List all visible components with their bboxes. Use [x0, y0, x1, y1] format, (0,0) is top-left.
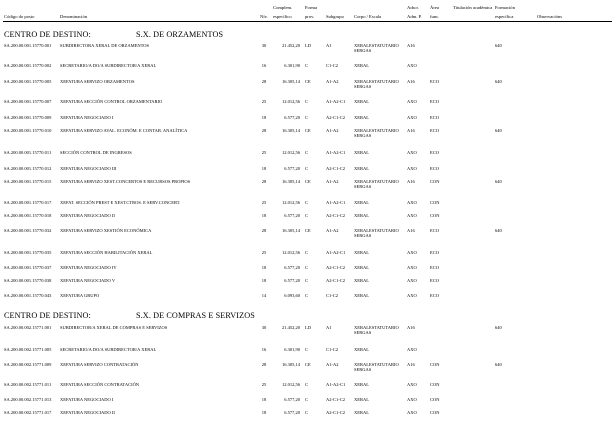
cell-codigo: SA.200.00.001.15770.002	[4, 63, 52, 68]
table-row	[0, 166, 615, 176]
cell-complemento: 12.012,56	[282, 150, 300, 155]
cell-codigo: SA.200.00.002.15771.011	[4, 382, 52, 387]
cell-nivel: 18	[261, 166, 267, 171]
cell-area: ECO	[430, 115, 439, 120]
cell-nivel: 28	[261, 79, 267, 84]
cell-adscripcion: AXO	[407, 150, 417, 155]
header-formacion-1: Formación	[495, 5, 515, 10]
cell-complemento: 16.305,14	[282, 228, 300, 233]
cell-adscripcion: AXO	[407, 250, 417, 255]
cell-complemento: 6.301,90	[284, 63, 300, 68]
cell-area: ECO	[430, 79, 439, 84]
header-denominacion: Denominación	[60, 14, 88, 19]
cell-denominacion: SUBDIRECTORA XERAL DE ORZAMENTOS	[60, 43, 150, 48]
cell-corpo: XERAL	[354, 150, 369, 155]
cell-forma: C	[305, 166, 309, 171]
cell-area: CON	[430, 200, 440, 205]
cell-formacion: 640	[495, 43, 502, 48]
cell-codigo: SA.200.00.001.15770.037	[4, 265, 52, 270]
cell-corpo: XERAL	[354, 347, 369, 352]
cell-denominacion: XEFATURA NEGOCIADO I	[60, 397, 114, 402]
cell-denominacion: XEFATURA SERVIZO CONTRATACIÓN	[60, 362, 139, 367]
cell-codigo: SA.200.00.001.15770.017	[4, 200, 52, 205]
cell-area: ECO	[430, 228, 439, 233]
cell-nivel: 18	[261, 410, 267, 415]
cell-codigo: SA.200.00.001.15770.015	[4, 179, 52, 184]
cell-nivel: 18	[261, 265, 267, 270]
cell-nivel: 25	[261, 99, 267, 104]
cell-nivel: 28	[261, 179, 267, 184]
cell-forma: CE	[305, 128, 311, 133]
cell-corpo: XERAL	[354, 213, 369, 218]
cell-nivel: 18	[261, 278, 267, 283]
cell-codigo: SA.200.00.001.15770.035	[4, 250, 52, 255]
cell-adscripcion: A16	[407, 128, 415, 133]
header-titulacion: Titulación académica	[453, 5, 493, 10]
cell-forma: C	[305, 347, 309, 352]
cell-subgrupo: A2-C1-C2	[326, 115, 345, 120]
cell-forma: CE	[305, 362, 311, 367]
cell-corpo: XERAL	[354, 115, 369, 120]
cell-forma: C	[305, 115, 309, 120]
cell-subgrupo: A1	[326, 43, 332, 48]
cell-subgrupo: A2-C1-C2	[326, 397, 345, 402]
cell-forma: C	[305, 410, 309, 415]
header-corpo: Corpo / Escala	[354, 14, 382, 19]
cell-complemento: 6.577,20	[284, 278, 300, 283]
cell-complemento: 6.577,20	[284, 397, 300, 402]
cell-forma: C	[305, 63, 309, 68]
cell-adscripcion: AXO	[407, 293, 417, 298]
cell-nivel: 25	[261, 250, 267, 255]
section-name: S.X. DE COMPRAS E SERVIZOS	[136, 311, 255, 320]
cell-area: CON	[430, 397, 440, 402]
cell-forma: C	[305, 265, 309, 270]
cell-forma: C	[305, 213, 309, 218]
cell-subgrupo: C1-C2	[326, 347, 339, 352]
cell-subgrupo: A1-A2-C1	[326, 250, 346, 255]
cell-corpo: XERALESTATUTARIO SERGAS	[354, 128, 399, 139]
cell-forma: C	[305, 293, 309, 298]
cell-adscripcion: A16	[407, 43, 415, 48]
cell-nivel: 25	[261, 382, 267, 387]
cell-denominacion: XEFATURA SECCIÓN HABILITACIÓN XERAL	[60, 250, 153, 255]
cell-subgrupo: A1	[326, 325, 332, 330]
cell-adscripcion: A16	[407, 179, 415, 184]
cell-adscripcion: AXO	[407, 410, 417, 415]
cell-forma: C	[305, 278, 309, 283]
cell-corpo: XERALESTATUTARIO SERGAS	[354, 228, 399, 239]
header-rule	[3, 21, 612, 22]
table-row	[0, 99, 615, 109]
cell-codigo: SA.200.00.001.15770.038	[4, 278, 52, 283]
cell-corpo: XERAL	[354, 200, 369, 205]
table-row	[0, 362, 615, 372]
cell-nivel: 25	[261, 200, 267, 205]
cell-formacion: 640	[495, 179, 502, 184]
cell-denominacion: XEFATURA SECCIÓN CONTROL ORZAMENTARIO	[60, 99, 163, 104]
cell-corpo: XERAL	[354, 293, 369, 298]
cell-forma: CE	[305, 179, 311, 184]
cell-nivel: 18	[261, 213, 267, 218]
cell-area: ECO	[430, 150, 439, 155]
section-name: S.X. DE ORZAMENTOS	[136, 30, 224, 39]
cell-complemento: 6.577,20	[284, 115, 300, 120]
section-label: CENTRO DE DESTINO:	[4, 30, 91, 39]
cell-codigo: SA.200.00.002.15771.013	[4, 397, 52, 402]
table-row	[0, 150, 615, 160]
header-adscr-1: Adscr.	[407, 5, 419, 10]
cell-nivel: 28	[261, 228, 267, 233]
cell-denominacion: SECRETARIO/A DO/A SUBDIRECTOR/A XERAL	[60, 347, 157, 352]
table-row	[0, 265, 615, 275]
cell-subgrupo: A2-C1-C2	[326, 166, 345, 171]
cell-nivel: 16	[261, 63, 267, 68]
cell-codigo: SA.200.00.001.15770.009	[4, 115, 52, 120]
cell-subgrupo: A1-A2	[326, 79, 339, 84]
cell-area: ECO	[430, 293, 439, 298]
cell-denominacion: XEFATURA NEGOCIADO V	[60, 278, 116, 283]
cell-complemento: 16.305,14	[282, 362, 300, 367]
cell-complemento: 21.452,20	[282, 325, 300, 330]
cell-complemento: 6.093,60	[284, 293, 300, 298]
cell-complemento: 12.012,56	[282, 200, 300, 205]
cell-complemento: 12.012,56	[282, 382, 300, 387]
cell-nivel: 30	[261, 325, 267, 330]
cell-forma: LD	[305, 43, 311, 48]
cell-complemento: 21.452,20	[282, 43, 300, 48]
cell-subgrupo: A1-A2-C1	[326, 200, 346, 205]
cell-area: ECO	[430, 278, 439, 283]
cell-adscripcion: AXO	[407, 278, 417, 283]
cell-formacion: 640	[495, 128, 502, 133]
cell-corpo: XERALESTATUTARIO SERGAS	[354, 79, 399, 90]
cell-forma: CE	[305, 79, 311, 84]
cell-codigo: SA.200.00.001.15770.043	[4, 293, 52, 298]
cell-codigo: SA.200.00.001.15770.010	[4, 128, 52, 133]
cell-adscripcion: AXO	[407, 166, 417, 171]
table-row	[0, 382, 615, 392]
cell-subgrupo: A2-C1-C2	[326, 278, 345, 283]
cell-formacion: 640	[495, 228, 502, 233]
cell-corpo: XERAL	[354, 410, 369, 415]
cell-codigo: SA.200.00.001.15770.018	[4, 213, 52, 218]
table-row	[0, 278, 615, 288]
cell-area: ECO	[430, 99, 439, 104]
cell-denominacion: XEFATURA SERVIZO XESTIÓN ECONÓMICA	[60, 228, 152, 233]
cell-denominacion: SECRETARIO/A DO/A SUBDIRECTOR/A XERAL	[60, 63, 157, 68]
cell-corpo: XERAL	[354, 278, 369, 283]
cell-corpo: XERALESTATUTARIO SERGAS	[354, 43, 399, 54]
cell-corpo: XERAL	[354, 265, 369, 270]
table-row	[0, 63, 615, 73]
cell-adscripcion: AXO	[407, 397, 417, 402]
cell-denominacion: XEFATURA NEGOCIADO I	[60, 115, 114, 120]
cell-complemento: 6.577,20	[284, 410, 300, 415]
cell-nivel: 16	[261, 347, 267, 352]
header-forma-2: prov.	[305, 14, 315, 19]
table-row	[0, 179, 615, 189]
table-row	[0, 79, 615, 89]
cell-forma: CE	[305, 228, 311, 233]
cell-area: CON	[430, 213, 440, 218]
table-row	[0, 347, 615, 357]
cell-codigo: SA.200.00.001.15770.011	[4, 150, 52, 155]
cell-codigo: SA.200.00.002.15771.001	[4, 325, 52, 330]
table-row	[0, 250, 615, 260]
cell-forma: C	[305, 397, 309, 402]
cell-codigo: SA.200.00.001.15770.032	[4, 228, 52, 233]
cell-area: CON	[430, 382, 440, 387]
cell-forma: C	[305, 200, 309, 205]
cell-adscripcion: A16	[407, 79, 415, 84]
cell-subgrupo: A1-A2-C1	[326, 150, 346, 155]
header-area-2: func.	[430, 14, 440, 19]
cell-subgrupo: A1-A2-C1	[326, 99, 346, 104]
cell-formacion: 640	[495, 325, 502, 330]
header-nivel: Nív.	[260, 14, 268, 19]
cell-complemento: 6.577,20	[284, 213, 300, 218]
cell-denominacion: SECCIÓN CONTROL DE INGRESOS	[60, 150, 132, 155]
cell-codigo: SA.200.00.001.15770.007	[4, 99, 52, 104]
cell-adscripcion: AXO	[407, 347, 417, 352]
cell-subgrupo: C1-C2	[326, 63, 339, 68]
cell-adscripcion: AXO	[407, 115, 417, 120]
cell-denominacion: XEFATURA SECCIÓN CONTRATACIÓN	[60, 382, 140, 387]
section-label: CENTRO DE DESTINO:	[4, 311, 91, 320]
cell-subgrupo: A1-A2	[326, 128, 339, 133]
cell-codigo: SA.200.00.002.15771.009	[4, 362, 52, 367]
cell-denominacion: SUBDIRECTOR/A XERAL DE COMPRAS E SERVIZOS	[60, 325, 168, 330]
cell-adscripcion: AXO	[407, 382, 417, 387]
cell-forma: LD	[305, 325, 311, 330]
cell-corpo: XERALESTATUTARIO SERGAS	[354, 179, 399, 190]
cell-codigo: SA.200.00.001.15770.001	[4, 43, 52, 48]
table-row	[0, 43, 615, 53]
cell-complemento: 12.012,56	[282, 250, 300, 255]
cell-nivel: 18	[261, 115, 267, 120]
header-observacions: Observacións	[537, 14, 563, 19]
table-row	[0, 228, 615, 238]
cell-area: ECO	[430, 128, 439, 133]
cell-area: CON	[430, 179, 440, 184]
cell-nivel: 25	[261, 150, 267, 155]
cell-complemento: 6.577,20	[284, 265, 300, 270]
table-row	[0, 325, 615, 335]
table-row	[0, 128, 615, 138]
cell-nivel: 28	[261, 362, 267, 367]
table-row	[0, 397, 615, 407]
header-area-1: Área	[430, 5, 439, 10]
cell-subgrupo: A1-A2	[326, 179, 339, 184]
cell-denominacion: XEFATURA NEGOCIADO IV	[60, 265, 117, 270]
cell-denominacion: XEFATURA SERVIZO ORZAMENTOS	[60, 79, 135, 84]
cell-subgrupo: A2-C1-C2	[326, 410, 345, 415]
cell-complemento: 6.301,90	[284, 347, 300, 352]
cell-forma: C	[305, 382, 309, 387]
cell-adscripcion: A16	[407, 325, 415, 330]
table-row	[0, 115, 615, 125]
header-adscr-2: Adm. P.	[407, 14, 422, 19]
cell-complemento: 16.305,14	[282, 128, 300, 133]
cell-formacion: 640	[495, 362, 502, 367]
cell-area: CON	[430, 410, 440, 415]
cell-subgrupo: A2-C1-C2	[326, 213, 345, 218]
table-row	[0, 200, 615, 210]
cell-subgrupo: A1-A2	[326, 228, 339, 233]
cell-subgrupo: C1-C2	[326, 293, 339, 298]
cell-complemento: 6.577,20	[284, 166, 300, 171]
cell-complemento: 16.305,14	[282, 179, 300, 184]
cell-denominacion: XEFATURA NEGOCIADO III	[60, 166, 117, 171]
cell-denominacion: XEFAT. SECCIÓN PREST E XEST.CTROS. E SERV.CONCERT.	[60, 200, 181, 205]
header-complem-2: específico	[273, 14, 292, 19]
cell-nivel: 14	[261, 293, 267, 298]
cell-corpo: XERAL	[354, 397, 369, 402]
cell-area: ECO	[430, 265, 439, 270]
table-row	[0, 213, 615, 223]
cell-adscripcion: AXO	[407, 200, 417, 205]
header-subgrupo: Subgrupo	[326, 14, 344, 19]
cell-nivel: 30	[261, 43, 267, 48]
cell-denominacion: XEFATURA NEGOCIADO II	[60, 213, 115, 218]
cell-adscripcion: AXO	[407, 265, 417, 270]
cell-denominacion: XEFATURA SERVIZO AVAL. ECONÓM. E CONTAB. ANALÍTICA	[60, 128, 188, 133]
cell-corpo: XERALESTATUTARIO SERGAS	[354, 325, 399, 336]
cell-denominacion: XEFATURA NEGOCIADO II	[60, 410, 115, 415]
cell-area: ECO	[430, 166, 439, 171]
cell-corpo: XERAL	[354, 382, 369, 387]
cell-formacion: 640	[495, 79, 502, 84]
cell-codigo: SA.200.00.001.15770.012	[4, 166, 52, 171]
cell-area: ECO	[430, 250, 439, 255]
table-row	[0, 410, 615, 420]
cell-adscripcion: AXO	[407, 63, 417, 68]
cell-subgrupo: A1-A2-C1	[326, 382, 346, 387]
cell-corpo: XERAL	[354, 63, 369, 68]
cell-complemento: 16.305,14	[282, 79, 300, 84]
cell-complemento: 12.012,56	[282, 99, 300, 104]
header-codigo: Código do posto	[4, 14, 35, 19]
cell-adscripcion: A16	[407, 362, 415, 367]
cell-subgrupo: A2-C1-C2	[326, 265, 345, 270]
cell-nivel: 18	[261, 397, 267, 402]
cell-codigo: SA.200.00.001.15770.005	[4, 79, 52, 84]
cell-corpo: XERALESTATUTARIO SERGAS	[354, 362, 399, 373]
cell-corpo: XERAL	[354, 250, 369, 255]
header-complem-1: Complem.	[273, 5, 293, 10]
cell-denominacion: XEFATURA SERVIZO XEST.CONCERTOS E RECURSOS PROPIOS	[60, 179, 191, 184]
table-row	[0, 293, 615, 303]
header-formacion-2: específica	[495, 14, 514, 19]
cell-forma: C	[305, 99, 309, 104]
cell-forma: C	[305, 150, 309, 155]
cell-codigo: SA.200.00.002.15771.017	[4, 410, 52, 415]
cell-adscripcion: AXO	[407, 99, 417, 104]
cell-corpo: XERAL	[354, 99, 369, 104]
cell-nivel: 28	[261, 128, 267, 133]
header-forma-1: Forma	[305, 5, 317, 10]
cell-codigo: SA.200.00.002.15771.005	[4, 347, 52, 352]
cell-area: CON	[430, 362, 440, 367]
cell-adscripcion: A16	[407, 228, 415, 233]
cell-adscripcion: AXO	[407, 213, 417, 218]
cell-subgrupo: A1-A2	[326, 362, 339, 367]
cell-forma: C	[305, 250, 309, 255]
cell-denominacion: XEFATURA GRUPO	[60, 293, 100, 298]
cell-corpo: XERAL	[354, 166, 369, 171]
